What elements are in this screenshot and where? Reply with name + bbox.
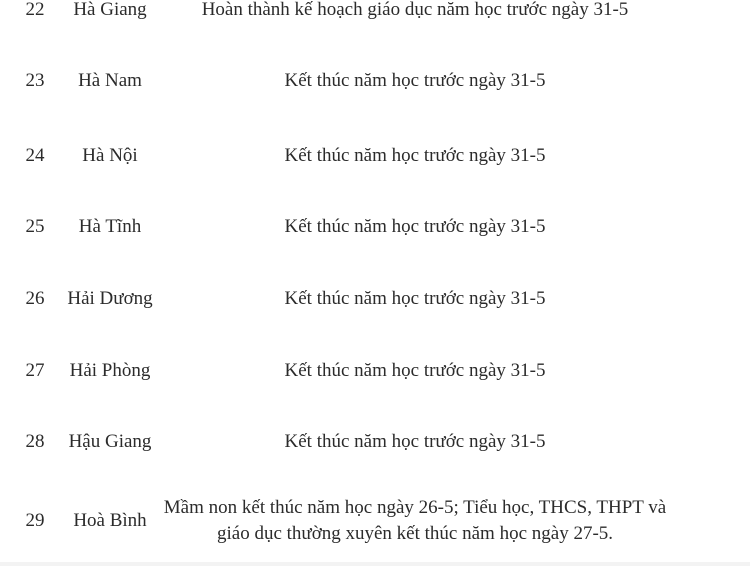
page-edge: [0, 562, 750, 566]
schedule-note: Kết thúc năm học trước ngày 31-5: [284, 287, 546, 309]
row-number: 25: [25, 216, 45, 238]
province-name: Hải Dương: [67, 287, 153, 309]
table-row: [0, 0, 750, 41]
schedule-note: Kết thúc năm học trước ngày 31-5: [284, 144, 546, 166]
province-name: Hà Nội: [82, 144, 138, 166]
row-number: 27: [25, 359, 45, 381]
table-row: [0, 192, 750, 264]
schedule-note: Kết thúc năm học trước ngày 31-5: [284, 216, 546, 238]
table-row: [0, 120, 750, 192]
province-name: Hậu Giang: [68, 431, 152, 453]
row-number: 26: [25, 287, 45, 309]
table-row: [0, 263, 750, 335]
province-name: Hà Tĩnh: [78, 216, 142, 238]
table-row: [0, 335, 750, 407]
table-row: [0, 406, 750, 478]
table-row: [0, 478, 750, 565]
province-name: Hà Giang: [73, 0, 147, 20]
table-row: [0, 41, 750, 120]
row-number: 23: [25, 69, 45, 91]
province-name: Hải Phòng: [69, 359, 151, 381]
row-number: 29: [25, 510, 45, 532]
schedule-note: Kết thúc năm học trước ngày 31-5: [284, 69, 546, 91]
province-name: Hà Nam: [78, 69, 142, 91]
schedule-note: Kết thúc năm học trước ngày 31-5: [284, 359, 546, 381]
schedule-note: Hoàn thành kế hoạch giáo dục năm học trước ngày 31-5: [201, 0, 629, 20]
row-number: 22: [25, 0, 45, 20]
schedule-note: Kết thúc năm học trước ngày 31-5: [284, 431, 546, 453]
row-number: 24: [25, 144, 45, 166]
row-number: 28: [25, 431, 45, 453]
schedule-note: Mầm non kết thúc năm học ngày 26-5; Tiểu học, THCS, THPT và giáo dục thường xuyên kết thúc năm học ngày 27-5.: [163, 497, 667, 545]
province-name: Hoà Bình: [73, 510, 147, 532]
